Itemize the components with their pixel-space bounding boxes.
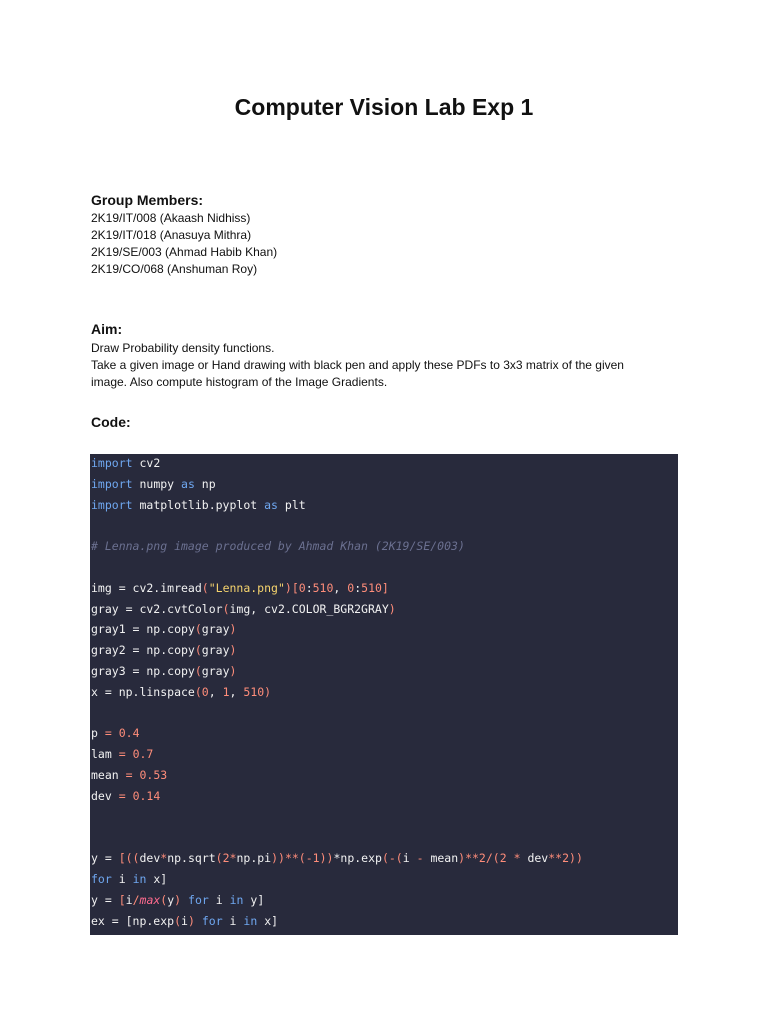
code-line — [91, 602, 396, 616]
code-token: ( — [194, 622, 202, 637]
code-token: lam — [91, 747, 119, 762]
code-token: 0.53 — [139, 768, 168, 782]
code-token: img, cv2.COLOR_BGR2GRAY — [229, 601, 389, 616]
code-token: y = — [91, 851, 119, 866]
code-token: max — [139, 892, 161, 907]
code-line — [91, 768, 167, 782]
code-token: dev — [91, 788, 119, 803]
code-token: gray3 = np.copy — [91, 664, 195, 678]
group-members-heading: Group Members: — [91, 192, 204, 208]
code-token: import — [91, 476, 133, 491]
code-token: = — [118, 747, 126, 762]
code-token: /( — [485, 851, 500, 866]
code-token: ) — [264, 684, 272, 699]
code-token: gray1 = np.copy — [91, 622, 195, 637]
code-line — [91, 914, 278, 928]
code-token: : — [354, 580, 362, 595]
code-token: 0 — [201, 684, 209, 699]
code-token: 510 — [361, 580, 382, 595]
code-line — [91, 643, 236, 657]
code-token: = — [118, 788, 126, 803]
code-token: ))**(- — [271, 851, 313, 866]
code-token: for — [201, 913, 223, 928]
code-token: "Lenna.png" — [208, 580, 285, 595]
code-token: 0 — [347, 580, 355, 595]
code-token: y] — [243, 892, 265, 907]
code-heading: Code: — [91, 414, 131, 430]
code-token: / — [132, 892, 140, 907]
code-token: in — [243, 913, 258, 928]
code-token: mean — [423, 851, 459, 866]
code-token: 0.14 — [132, 788, 161, 803]
code-token: gray — [201, 664, 230, 678]
code-line — [91, 477, 216, 491]
code-token: * — [333, 851, 341, 866]
code-token: 1 — [312, 851, 320, 866]
code-line — [91, 456, 160, 470]
code-token: dev — [527, 851, 549, 866]
code-token: i — [222, 913, 244, 928]
code-token: import — [91, 456, 133, 470]
code-token: ) — [229, 622, 237, 637]
code-token: , — [229, 684, 244, 699]
code-token: as — [264, 497, 278, 512]
code-token: y = — [91, 892, 119, 907]
code-line — [91, 747, 153, 761]
member-line: 2K19/CO/068 (Anshuman Roy) — [91, 262, 258, 276]
code-token: np.exp — [340, 851, 382, 866]
code-token: for — [91, 872, 112, 886]
code-token: )) — [319, 851, 334, 866]
code-token: np.sqrt — [167, 851, 216, 866]
code-token: ex = [np.exp — [91, 913, 175, 928]
member-line: 2K19/IT/018 (Anasuya Mithra) — [91, 228, 252, 242]
aim-line: image. Also compute histogram of the Image Gradients. — [91, 375, 388, 389]
code-token: 2 — [222, 851, 230, 866]
aim-line: Draw Probability density functions. — [91, 341, 275, 355]
code-token: )) — [569, 851, 583, 866]
code-line — [91, 893, 264, 907]
code-token: i — [402, 851, 417, 866]
code-token: numpy — [132, 476, 182, 491]
code-token: np — [194, 476, 216, 491]
member-line: 2K19/SE/003 (Ahmad Habib Khan) — [91, 245, 278, 259]
code-line — [91, 622, 236, 636]
code-token: gray2 = np.copy — [91, 643, 195, 658]
code-token — [195, 914, 202, 928]
code-token: np.pi — [236, 851, 272, 866]
code-token: ( — [194, 643, 202, 658]
code-token: i — [181, 913, 188, 928]
code-token: ( — [160, 892, 168, 907]
code-line — [91, 851, 583, 865]
code-token: mean — [91, 768, 126, 782]
aim-line: Take a given image or Hand drawing with black pen and apply these PDFs to 3x3 matrix of the given — [91, 358, 624, 372]
code-token: for — [188, 892, 209, 907]
code-token: in — [132, 872, 147, 886]
code-token: ) — [187, 913, 195, 928]
code-token: x] — [257, 913, 279, 928]
code-token: = — [104, 726, 112, 741]
code-token: , — [333, 580, 348, 595]
code-token: p — [91, 726, 105, 741]
code-token: y — [167, 892, 175, 907]
code-token: [ — [118, 892, 126, 907]
code-line — [91, 726, 140, 740]
code-token: ( — [222, 601, 230, 616]
code-token: ( — [215, 851, 223, 866]
code-token: matplotlib.pyplot — [132, 497, 265, 512]
code-token — [181, 893, 188, 907]
code-token: gray — [201, 622, 230, 637]
code-token: # Lenna.png image produced by Ahmad Khan (2K19/SE/003) — [91, 539, 465, 554]
code-token: 1 — [222, 684, 230, 699]
code-token: ] — [381, 580, 389, 595]
code-line — [91, 872, 167, 886]
code-token: ( — [194, 664, 202, 678]
code-token: * — [160, 851, 168, 866]
code-token: in — [229, 892, 244, 907]
code-token: ** — [548, 851, 563, 866]
code-token — [126, 789, 133, 803]
code-token: gray = cv2.cvtColor — [91, 601, 223, 616]
code-token: : — [305, 580, 313, 595]
aim-heading: Aim: — [91, 321, 123, 337]
code-token: , — [208, 684, 223, 699]
document-title: Computer Vision Lab Exp 1 — [234, 94, 534, 120]
code-token: img = cv2.imread — [91, 580, 202, 595]
code-token: ) — [229, 643, 237, 658]
code-token: gray — [201, 643, 230, 658]
code-token: plt — [277, 497, 306, 512]
code-token: ) — [174, 892, 182, 907]
code-token: 2 — [562, 851, 570, 866]
code-token: ( — [201, 580, 209, 595]
code-token: )[ — [284, 580, 299, 595]
code-token: 510 — [312, 580, 334, 595]
code-token: = — [125, 768, 133, 782]
code-token: x] — [146, 872, 168, 886]
code-line — [91, 664, 236, 678]
code-token: 0.4 — [118, 726, 140, 741]
code-token: * — [506, 851, 528, 866]
code-token: (-( — [381, 851, 403, 866]
code-token — [112, 726, 119, 740]
code-token: as — [181, 476, 195, 491]
code-token: 510 — [243, 684, 265, 699]
code-token: ( — [174, 913, 182, 928]
code-token: * — [229, 851, 237, 866]
code-token: 2 — [499, 851, 507, 866]
code-token: 0.7 — [132, 747, 154, 762]
code-token: x = np.linspace — [91, 684, 195, 699]
code-token: )** — [458, 851, 479, 866]
code-token — [126, 747, 133, 761]
code-line — [91, 581, 389, 595]
code-token: dev — [139, 851, 161, 866]
code-line — [91, 685, 271, 699]
code-token: ) — [229, 664, 237, 678]
code-token: 0 — [298, 580, 306, 595]
code-token: i — [208, 892, 230, 907]
code-token — [133, 768, 140, 782]
code-token: cv2 — [132, 456, 161, 470]
code-token: ) — [388, 601, 396, 616]
code-token: i — [111, 872, 133, 886]
code-token: [(( — [118, 851, 140, 866]
code-token: import — [91, 497, 133, 512]
code-line — [91, 498, 306, 512]
code-block — [90, 454, 678, 935]
code-line — [91, 789, 160, 803]
member-line: 2K19/IT/008 (Akaash Nidhiss) — [91, 211, 251, 225]
code-token: ( — [194, 684, 202, 699]
code-token: - — [416, 851, 424, 866]
code-line — [91, 539, 465, 553]
code-token: 2 — [478, 851, 486, 866]
code-token: i — [125, 892, 133, 907]
